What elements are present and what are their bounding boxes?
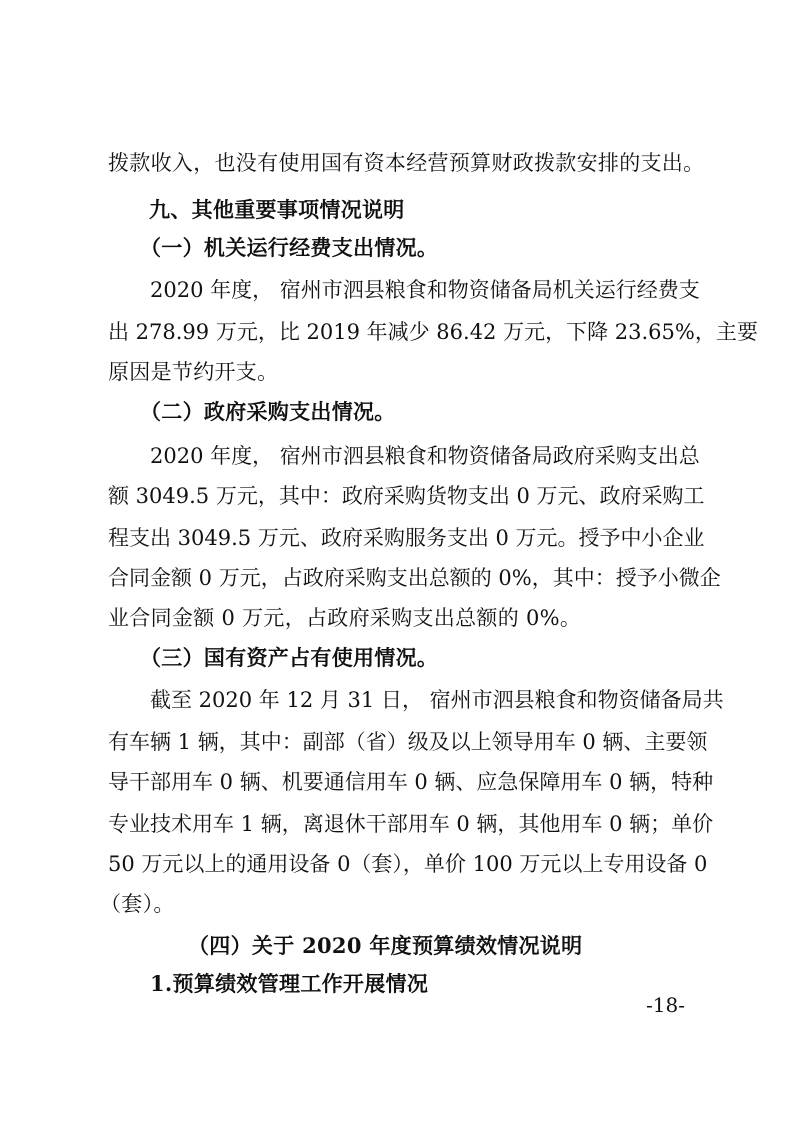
subsection-heading: （二）政府采购支出情况。 xyxy=(140,399,396,424)
numbered-heading: 1.预算绩效管理工作开展情况 xyxy=(150,971,429,996)
body-text-line: 50 万元以上的通用设备 0（套），单价 100 万元以上专用设备 0 xyxy=(108,852,708,876)
subsection-heading: （一）机关运行经费支出情况。 xyxy=(140,235,439,260)
body-text-line: 程支出 3049.5 万元、政府采购服务支出 0 万元。授予中小企业 xyxy=(108,526,705,550)
body-text-line: 额 3049.5 万元，其中：政府采购货物支出 0 万元、政府采购工 xyxy=(108,484,705,508)
body-text-line: 2020 年度， 宿州市泗县粮食和物资储备局政府采购支出总 xyxy=(150,444,700,468)
body-text-line: 导干部用车 0 辆、机要通信用车 0 辆、应急保障用车 0 辆，特种 xyxy=(108,770,714,794)
page-number: -18- xyxy=(646,993,685,1017)
body-text-line: 拨款收入，也没有使用国有资本经营预算财政拨款安排的支出。 xyxy=(108,151,705,175)
subsection-heading: （四）关于 2020 年度预算绩效情况说明 xyxy=(188,933,583,958)
subsection-heading: （三）国有资产占有使用情况。 xyxy=(140,645,439,670)
body-text-line: 出 278.99 万元，比 2019 年减少 86.42 万元，下降 23.65%，主要 xyxy=(108,320,758,344)
body-text-line: 2020 年度， 宿州市泗县粮食和物资储备局机关运行经费支 xyxy=(150,278,700,302)
body-text-line: 截至 2020 年 12 月 31 日， 宿州市泗县粮食和物资储备局共 xyxy=(150,688,724,712)
body-text-line: 专业技术用车 1 辆，离退休干部用车 0 辆，其他用车 0 辆；单价 xyxy=(108,812,714,836)
section-heading: 九、其他重要事项情况说明 xyxy=(149,197,405,222)
body-text-line: 有车辆 1 辆，其中：副部（省）级及以上领导用车 0 辆、主要领 xyxy=(108,730,708,754)
body-text-line: 合同金额 0 万元，占政府采购支出总额的 0%，其中：授予小微企 xyxy=(108,566,721,590)
body-text-line: 原因是节约开支。 xyxy=(108,360,279,384)
body-text-line: 业合同金额 0 万元，占政府采购支出总额的 0%。 xyxy=(108,606,582,630)
body-text-line: （套）。 xyxy=(100,892,175,916)
